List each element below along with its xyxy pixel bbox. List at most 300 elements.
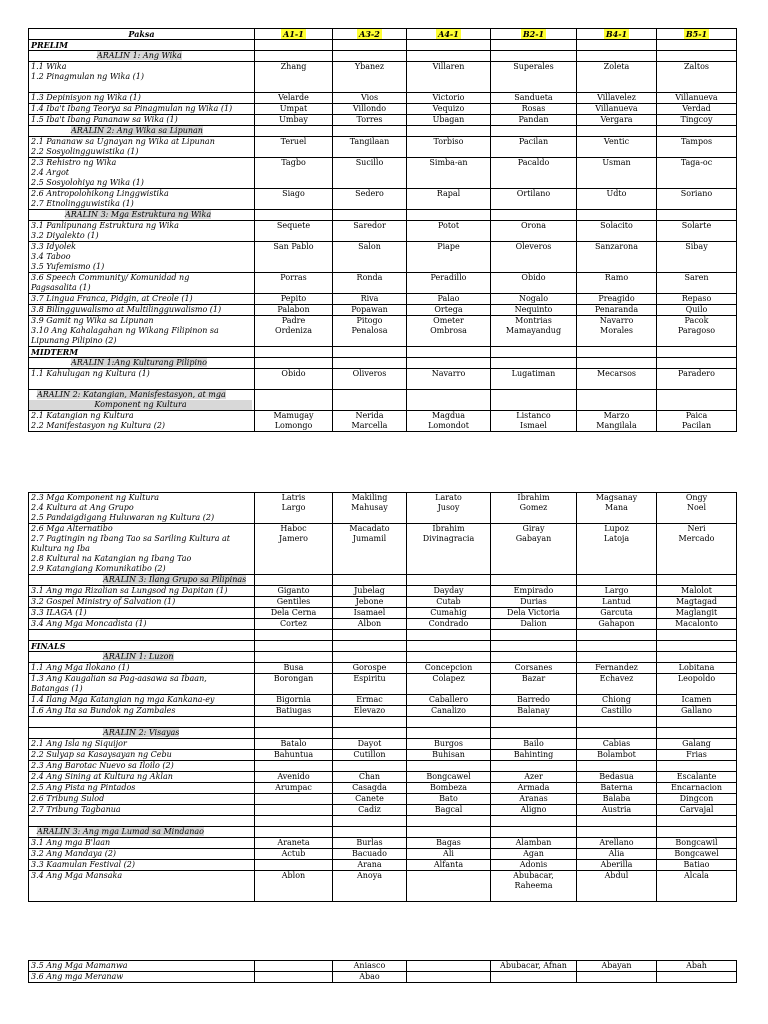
topic-line: 3.1 Panlipunang Estruktura ng Wika	[31, 221, 179, 230]
assignee-name: Chan	[358, 772, 381, 781]
assignee-name: Victorio	[432, 93, 465, 102]
assignee-cell	[491, 115, 577, 126]
empty-cell	[491, 652, 577, 663]
assignee-cell	[255, 761, 333, 772]
assignee-cell	[255, 524, 333, 575]
topic-line: 3.7 Lingua Franca, Pidgin, at Creole (1)	[31, 294, 193, 303]
assignee-name: Batiugas	[275, 706, 312, 715]
assignee-cell	[333, 772, 407, 783]
assignee-name: Haboc	[280, 524, 307, 533]
topic-row	[29, 739, 737, 750]
topic-line: 1.3 Depinisyon ng Wika (1)	[31, 93, 141, 102]
empty-cell	[577, 652, 657, 663]
assignee-cell	[407, 411, 491, 432]
topic-row	[29, 158, 737, 189]
topic-row	[29, 305, 737, 316]
term-label: MIDTERM	[29, 347, 255, 358]
topic-row	[29, 189, 737, 210]
empty-cell	[255, 728, 333, 739]
topic-row	[29, 695, 737, 706]
topic-line: 1.5 Iba't Ibang Pananaw sa Wika (1)	[31, 115, 178, 124]
assignee-cell	[577, 369, 657, 390]
assignee-cell	[255, 305, 333, 316]
assignee-cell	[407, 961, 491, 972]
topic-cell	[29, 619, 255, 630]
assignee-cell	[407, 62, 491, 93]
assignee-name: Noel	[686, 503, 707, 512]
empty-cell	[657, 40, 737, 51]
assignee-cell	[657, 316, 737, 347]
topic-line: 3.8 Bilingguwalismo at Multilingguwalismo (1)	[31, 305, 222, 314]
assignee-cell	[255, 608, 333, 619]
assignee-name: Magdua	[431, 411, 466, 420]
assignee-name: Bahuntua	[273, 750, 314, 759]
empty-cell	[255, 575, 333, 586]
assignee-cell	[407, 761, 491, 772]
unit-row	[29, 652, 737, 663]
topic-line: 1.1 Ang Mga Ilokano (1)	[31, 663, 130, 672]
assignee-name: Teruel	[280, 137, 307, 146]
empty-cell	[491, 717, 577, 728]
assignee-cell	[255, 805, 333, 816]
topic-line: 2.1 Ang Isla ng Siquijor	[31, 739, 127, 748]
unit-cell	[29, 51, 255, 62]
assignee-cell	[491, 871, 577, 902]
assignee-name: Barredo	[517, 695, 550, 704]
assignee-cell	[255, 158, 333, 189]
assignee-cell	[657, 761, 737, 772]
assignee-name: Gomez	[519, 503, 548, 512]
assignee-name: Abdul	[604, 871, 629, 880]
empty-cell	[255, 126, 333, 137]
assignee-name: Ronda	[356, 273, 383, 282]
assignee-name: Castillo	[601, 706, 632, 715]
assignee-name: Latoja	[603, 534, 630, 543]
unit-title: ARALIN 1:Ang Kulturang Pilipino	[71, 358, 207, 367]
topic-cell	[29, 961, 255, 972]
assignee-cell	[255, 695, 333, 706]
section-row	[29, 40, 737, 51]
assignee-name: Sandueta	[514, 93, 553, 102]
topic-line	[31, 82, 252, 92]
assignee-name: Galang	[682, 739, 711, 748]
topic-cell	[29, 783, 255, 794]
empty-cell	[407, 728, 491, 739]
assignee-name: Mamayandug	[505, 326, 562, 335]
assignee-name: Largo	[281, 503, 306, 512]
assignee-cell	[491, 739, 577, 750]
topic-line: 3.1 Ang mga Rizalian sa Lungsod ng Dapitan (1)	[31, 586, 228, 595]
assignee-cell	[333, 871, 407, 902]
assignee-name: Aniasco	[353, 961, 386, 970]
assignee-name: Bolambot	[597, 750, 636, 759]
assignee-name: Arana	[357, 860, 382, 869]
assignee-cell	[407, 794, 491, 805]
assignee-cell	[491, 294, 577, 305]
section-header	[333, 29, 407, 40]
assignee-cell	[407, 93, 491, 104]
empty-cell	[407, 210, 491, 221]
empty-cell	[407, 358, 491, 369]
topic-line: 2.2 Sulyap sa Kasaysayan ng Cebu	[31, 750, 172, 759]
assignee-name: Gahapon	[598, 619, 635, 628]
assignee-name: Zaltos	[683, 62, 710, 71]
assignee-cell	[657, 137, 737, 158]
topic-row	[29, 221, 737, 242]
assignee-name: Isamael	[353, 608, 386, 617]
assignee-name: Gorospe	[352, 663, 387, 672]
assignee-name: Saredor	[353, 221, 386, 230]
assignee-cell	[255, 294, 333, 305]
assignee-name: Morales	[600, 326, 633, 335]
assignee-cell	[657, 772, 737, 783]
assignee-name: Umbay	[279, 115, 308, 124]
assignee-cell	[577, 294, 657, 305]
empty-cell	[577, 51, 657, 62]
assignee-name: Bongcawil	[675, 838, 718, 847]
empty-cell	[657, 630, 737, 641]
assignee-cell	[657, 273, 737, 294]
assignee-name: Lomondot	[428, 421, 469, 430]
assignee-cell	[491, 189, 577, 210]
assignee-cell	[407, 115, 491, 126]
topic-line: 1.6 Ang Ita sa Bundok ng Zambales	[31, 706, 176, 715]
assignee-cell	[657, 189, 737, 210]
assignee-cell	[577, 242, 657, 273]
assignee-cell	[255, 115, 333, 126]
empty-cell	[407, 717, 491, 728]
assignee-cell	[657, 674, 737, 695]
assignee-cell	[255, 972, 333, 983]
assignee-cell	[407, 221, 491, 242]
topic-header: Paksa	[29, 29, 255, 40]
topic-row	[29, 586, 737, 597]
assignee-name: Torres	[356, 115, 383, 124]
assignee-name: Busa	[283, 663, 304, 672]
section-header	[491, 29, 577, 40]
assignee-cell	[577, 805, 657, 816]
empty-cell	[333, 575, 407, 586]
assignee-name: Ventic	[603, 137, 630, 146]
assignee-cell	[657, 305, 737, 316]
assignee-name: Empirado	[513, 586, 554, 595]
assignee-name: Bongcawel	[674, 849, 719, 858]
assignee-cell	[407, 772, 491, 783]
empty-cell	[657, 358, 737, 369]
assignee-name: Pepito	[280, 294, 307, 303]
assignee-name: Potot	[437, 221, 460, 230]
assignee-name: Espiritu	[353, 674, 386, 683]
unit-row	[29, 390, 737, 411]
empty-cell	[577, 728, 657, 739]
assignee-cell	[491, 608, 577, 619]
assignee-cell	[407, 871, 491, 902]
assignee-cell	[577, 411, 657, 432]
topic-cell	[29, 93, 255, 104]
assignee-cell	[333, 961, 407, 972]
assignee-cell	[255, 871, 333, 902]
assignee-name: Mecarsos	[596, 369, 637, 378]
topic-line: Pagsasalita (1)	[31, 283, 91, 292]
topic-row	[29, 411, 737, 432]
assignee-cell	[407, 706, 491, 717]
assignee-cell	[333, 104, 407, 115]
assignee-cell	[657, 608, 737, 619]
empty-cell	[333, 652, 407, 663]
topic-line	[31, 891, 252, 901]
assignee-name: Burgos	[434, 739, 463, 748]
assignee-name: Navarro	[599, 316, 634, 325]
assignee-name: Listanco	[516, 411, 551, 420]
assignee-name: Abayan	[601, 961, 632, 970]
assignee-name: Pacaldo	[517, 158, 550, 167]
assignee-name: Jamero	[279, 534, 308, 543]
topic-line: 2.5 Ang Pista ng Pintados	[31, 783, 136, 792]
assignee-cell	[255, 137, 333, 158]
assignee-cell	[491, 961, 577, 972]
assignee-name: Encarnacion	[671, 783, 722, 792]
assignee-name: Ibrahim	[517, 493, 550, 502]
topic-line: 3.4 Ang Mga Moncadista (1)	[31, 619, 147, 628]
topic-line: 2.7 Pagtingin ng Ibang Tao sa Sariling Kultura at	[31, 534, 230, 543]
topic-line	[31, 881, 252, 891]
unit-cell	[29, 210, 255, 221]
assignee-cell	[491, 524, 577, 575]
topic-line: 2.2 Manifestasyon ng Kultura (2)	[31, 421, 166, 430]
assignee-name: Lobitana	[678, 663, 715, 672]
assignee-name: Pacilan	[518, 137, 549, 146]
assignee-name: Abah	[686, 961, 707, 970]
topic-cell	[29, 772, 255, 783]
assignee-cell	[333, 221, 407, 242]
assignee-cell	[577, 493, 657, 524]
topic-row	[29, 608, 737, 619]
empty-cell	[333, 210, 407, 221]
assignee-cell	[407, 674, 491, 695]
assignee-cell	[407, 750, 491, 761]
topic-row	[29, 860, 737, 871]
empty-cell	[333, 827, 407, 838]
assignee-cell	[255, 597, 333, 608]
assignee-name: Pacilan	[681, 421, 712, 430]
assignee-cell	[255, 93, 333, 104]
assignee-cell	[657, 411, 737, 432]
assignee-name: Cadiz	[358, 805, 381, 814]
assignee-cell	[657, 62, 737, 93]
assignee-cell	[657, 783, 737, 794]
assignee-name: Ortilano	[516, 189, 551, 198]
assignee-name: Ibrahim	[432, 524, 465, 533]
schedule-table-1	[28, 28, 737, 432]
empty-cell	[491, 347, 577, 358]
topic-cell	[29, 62, 255, 93]
assignee-name: Penalosa	[351, 326, 388, 335]
assignee-name: Elevazo	[353, 706, 386, 715]
assignee-name: Maglangit	[675, 608, 718, 617]
assignee-name: Leopoldo	[677, 674, 716, 683]
assignee-name: Frias	[686, 750, 707, 759]
assignee-name: Condrado	[428, 619, 469, 628]
assignee-cell	[491, 93, 577, 104]
assignee-name: Araneta	[277, 838, 310, 847]
topic-line: 2.3 Mga Komponent ng Kultura	[31, 493, 160, 502]
assignee-name: Villondo	[352, 104, 387, 113]
assignee-name: Marzo	[603, 411, 630, 420]
topic-line: 1.4 Iba't Ibang Teorya sa Pinagmulan ng Wika (1)	[31, 104, 233, 113]
section-header	[577, 29, 657, 40]
assignee-name: Ramo	[604, 273, 629, 282]
empty-cell	[491, 827, 577, 838]
assignee-name: Actub	[281, 849, 306, 858]
empty-cell	[657, 717, 737, 728]
assignee-cell	[577, 838, 657, 849]
assignee-name: Largo	[604, 586, 629, 595]
assignee-name: Alamban	[515, 838, 552, 847]
topic-row	[29, 619, 737, 630]
assignee-cell	[657, 158, 737, 189]
topic-line: 2.3 Ang Barotac Nuevo sa Iloilo (2)	[31, 761, 174, 770]
empty-cell	[333, 641, 407, 652]
assignee-cell	[491, 158, 577, 189]
assignee-cell	[333, 750, 407, 761]
assignee-name: Popawan	[351, 305, 388, 314]
assignee-cell	[657, 961, 737, 972]
assignee-name: Giganto	[277, 586, 310, 595]
section-code: B5-1	[685, 29, 708, 39]
unit-title: ARALIN 2: Katangian, Manisfestasyon, at mga	[37, 390, 226, 399]
empty-cell	[491, 641, 577, 652]
assignee-name: Batiao	[683, 860, 710, 869]
empty-cell	[577, 210, 657, 221]
section-header	[407, 29, 491, 40]
section-code: A4-1	[438, 29, 459, 39]
assignee-name: Siago	[282, 189, 305, 198]
topic-line: 3.1 Ang mga B'laan	[31, 838, 111, 847]
assignee-cell	[491, 137, 577, 158]
empty-cell	[407, 51, 491, 62]
assignee-cell	[255, 750, 333, 761]
assignee-name: Mana	[605, 503, 628, 512]
empty-cell	[255, 347, 333, 358]
unit-title: ARALIN 2: Visayas	[103, 728, 180, 737]
assignee-name: Simba-an	[429, 158, 468, 167]
empty-cell	[407, 126, 491, 137]
assignee-name: Saren	[684, 273, 709, 282]
assignee-cell	[255, 104, 333, 115]
topic-row	[29, 794, 737, 805]
assignee-name: Borongan	[273, 674, 314, 683]
assignee-name: Obido	[281, 369, 306, 378]
assignee-name: Alia	[608, 849, 625, 858]
assignee-name: Oleveros	[515, 242, 552, 251]
unit-row	[29, 358, 737, 369]
topic-row	[29, 62, 737, 93]
assignee-cell	[255, 411, 333, 432]
topic-row	[29, 783, 737, 794]
assignee-name: Jumamil	[352, 534, 387, 543]
empty-cell	[255, 358, 333, 369]
section-header	[657, 29, 737, 40]
topic-row	[29, 871, 737, 902]
assignee-name: Aligno	[520, 805, 547, 814]
assignee-name: Penaranda	[594, 305, 639, 314]
assignee-cell	[577, 750, 657, 761]
unit-cell	[29, 126, 255, 137]
assignee-cell	[577, 695, 657, 706]
assignee-cell	[577, 104, 657, 115]
empty-cell	[407, 575, 491, 586]
assignee-cell	[577, 524, 657, 575]
assignee-name: Jebone	[355, 597, 384, 606]
assignee-name: Velarde	[278, 93, 309, 102]
assignee-name: Tangilaan	[349, 137, 390, 146]
assignee-name: Preagido	[598, 294, 635, 303]
assignee-cell	[255, 586, 333, 597]
assignee-cell	[657, 221, 737, 242]
assignee-name: Quilo	[685, 305, 708, 314]
assignee-cell	[333, 849, 407, 860]
assignee-cell	[407, 739, 491, 750]
assignee-name: Cabias	[602, 739, 631, 748]
empty-cell	[657, 816, 737, 827]
topic-cell	[29, 115, 255, 126]
assignee-name: Dalion	[520, 619, 547, 628]
assignee-name: Abubacar,	[513, 871, 554, 880]
assignee-cell	[491, 860, 577, 871]
empty-cell	[333, 358, 407, 369]
assignee-cell	[491, 849, 577, 860]
assignee-name: Lugatiman	[511, 369, 556, 378]
empty-cell	[333, 126, 407, 137]
assignee-cell	[657, 706, 737, 717]
assignee-name: Corsanes	[514, 663, 553, 672]
topic-row	[29, 849, 737, 860]
topic-cell	[29, 972, 255, 983]
empty-cell	[577, 390, 657, 411]
assignee-name: Bato	[439, 794, 458, 803]
assignee-cell	[577, 586, 657, 597]
topic-row	[29, 104, 737, 115]
assignee-name: Azer	[524, 772, 543, 781]
assignee-cell	[255, 663, 333, 674]
assignee-cell	[407, 305, 491, 316]
assignee-name: Ablon	[281, 871, 306, 880]
topic-line: 3.5 Ang Mga Mamanwa	[31, 961, 128, 970]
assignee-name: Pacok	[684, 316, 709, 325]
assignee-cell	[407, 695, 491, 706]
assignee-cell	[333, 972, 407, 983]
assignee-cell	[333, 860, 407, 871]
topic-cell	[29, 849, 255, 860]
assignee-name: Gabayan	[515, 534, 552, 543]
assignee-cell	[577, 158, 657, 189]
assignee-cell	[491, 104, 577, 115]
assignee-name: Colapez	[432, 674, 465, 683]
topic-cell	[29, 524, 255, 575]
assignee-cell	[491, 369, 577, 390]
topic-row	[29, 294, 737, 305]
assignee-cell	[657, 794, 737, 805]
assignee-name: Arellano	[599, 838, 634, 847]
unit-title: ARALIN 3: Ilang Grupo sa Pilipinas	[103, 575, 247, 584]
assignee-name: Avenido	[277, 772, 310, 781]
assignee-name: Abao	[359, 972, 380, 981]
topic-line: 3.4 Taboo	[31, 252, 71, 261]
assignee-cell	[577, 783, 657, 794]
topic-line: 3.6 Speech Community/ Komunidad ng	[31, 273, 190, 282]
assignee-cell	[333, 706, 407, 717]
assignee-cell	[657, 115, 737, 126]
